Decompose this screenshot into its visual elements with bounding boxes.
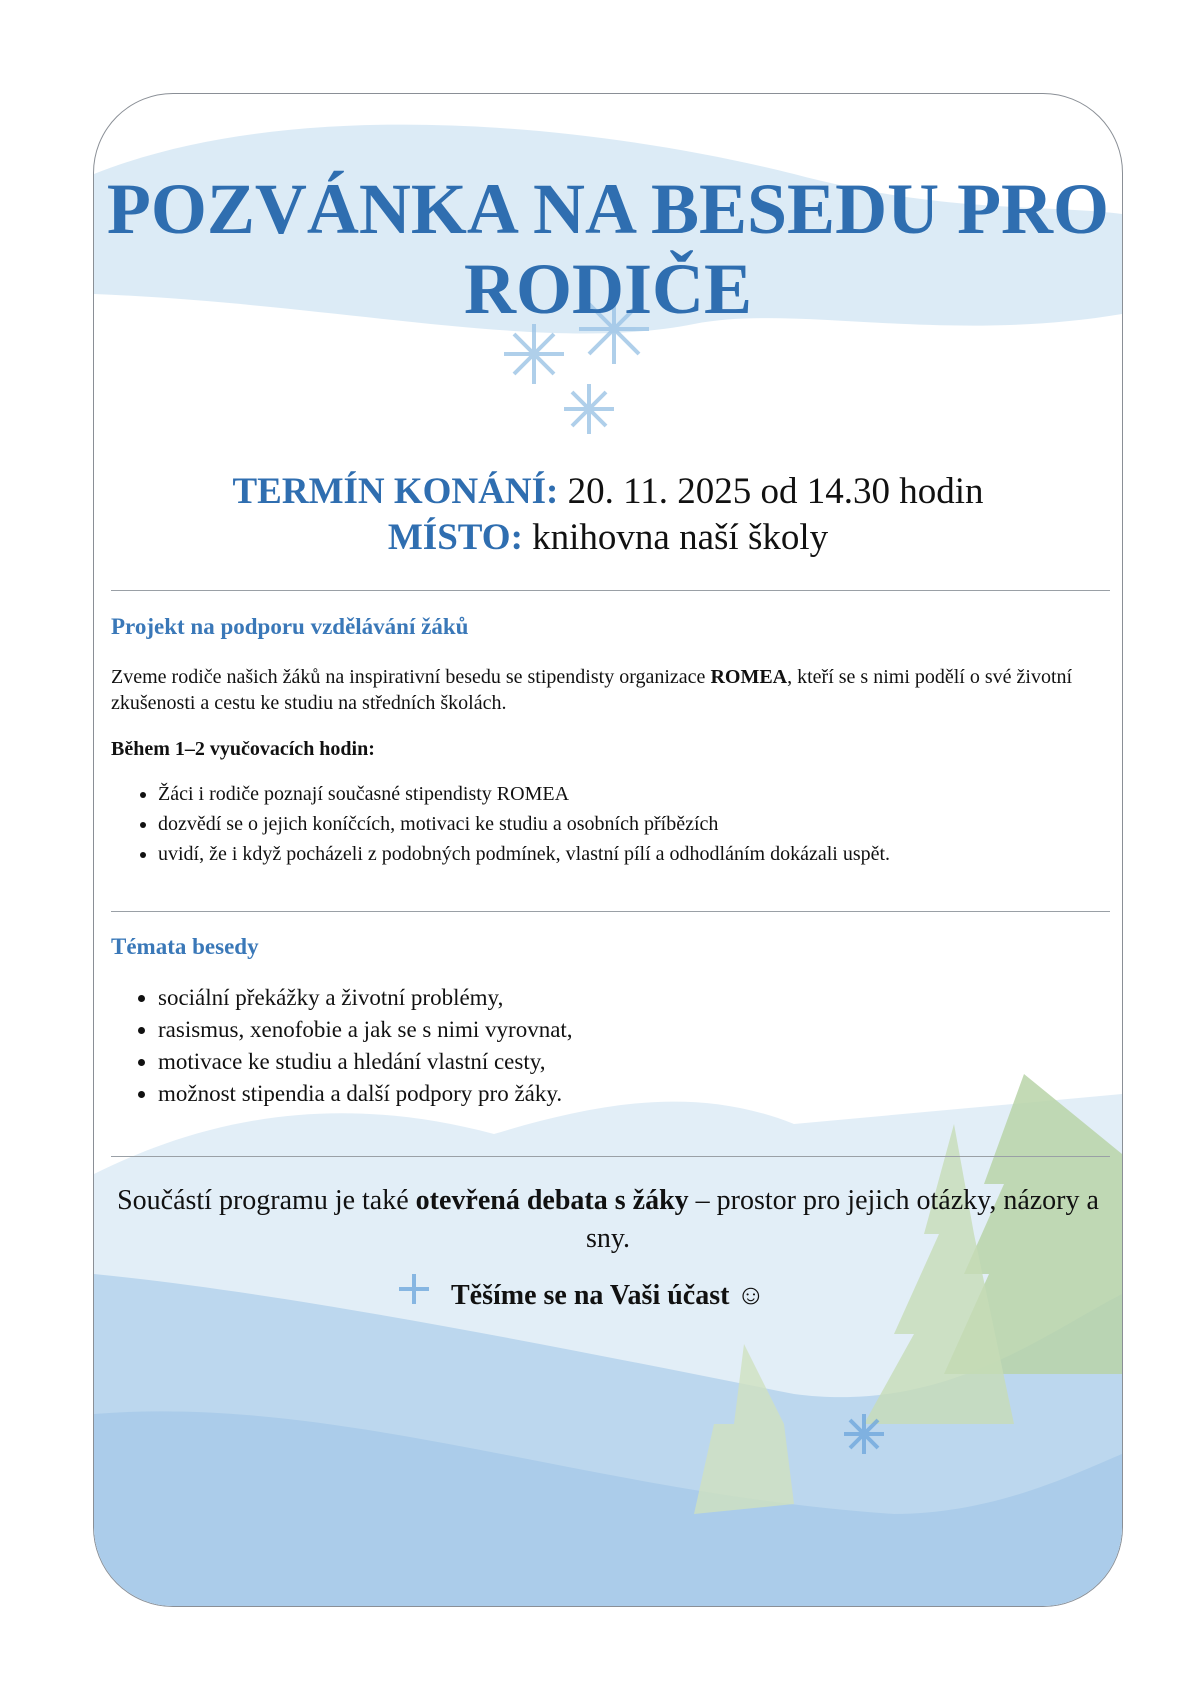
list-item: • rasismus, xenofobie a jak se s nimi vyrovnat,: [158, 1014, 1108, 1046]
event-details: [94, 469, 1122, 561]
closing-bold: otevřená debata s žáky: [415, 1185, 689, 1216]
invitation-frame: [93, 93, 1123, 1607]
divider: [111, 590, 1110, 591]
topics-bullets: [111, 982, 1108, 1110]
during-label: Během 1–2 vyučovacích hodin:: [111, 738, 375, 760]
project-intro: [111, 664, 1108, 716]
closing-before: Součástí programu je také: [117, 1185, 416, 1216]
list-item: • možnost stipendia a další podpory pro žáky.: [158, 1078, 1108, 1110]
list-item: • uvidí, že i když pocházeli z podobných podmínek, vlastní pílí a odhodláním dokázali uspět.: [158, 839, 1108, 869]
place-label: MÍSTO:: [387, 517, 523, 558]
page-title: [94, 169, 1122, 329]
date-value: 20. 11. 2025 od 14.30 hodin: [567, 471, 984, 512]
closing-after: – prostor pro jejich otázky, názory a sny.: [585, 1185, 1099, 1254]
divider: [111, 911, 1110, 912]
intro-bold: ROMEA: [710, 666, 788, 688]
list-item: • motivace ke studiu a hledání vlastní cesty,: [158, 1046, 1108, 1078]
list-item: • sociální překážky a životní problémy,: [158, 982, 1108, 1014]
intro-text: Zveme rodiče našich žáků na inspirativní besedu se stipendisty organizace: [111, 666, 711, 688]
date-line: [94, 469, 1122, 515]
list-item: • dozvědí se o jejich koníčcích, motivaci ke studiu a osobních příbězích: [158, 809, 1108, 839]
intro-text-end: , kteří se s nimi podělí o své životní zkušenosti a cestu ke studiu na středních školách.: [111, 666, 1073, 714]
topics-heading: Témata besedy: [111, 934, 259, 959]
project-heading: Projekt na podporu vzdělávání žáků: [111, 614, 469, 639]
divider: [111, 1156, 1110, 1157]
date-label: TERMÍN KONÁNÍ:: [232, 471, 559, 512]
closing-thanks: Těšíme se na Vaši účast ☺: [450, 1280, 766, 1311]
place-line: [94, 515, 1122, 561]
title-line-2: RODIČE: [463, 249, 753, 329]
title-line-1: POZVÁNKA NA BESEDU PRO: [106, 169, 1110, 249]
closing-text: [94, 1182, 1122, 1258]
project-bullets: [111, 779, 1108, 869]
place-value: knihovna naší školy: [532, 517, 829, 558]
list-item: • Žáci i rodiče poznají současné stipendisty ROMEA: [158, 779, 1108, 809]
